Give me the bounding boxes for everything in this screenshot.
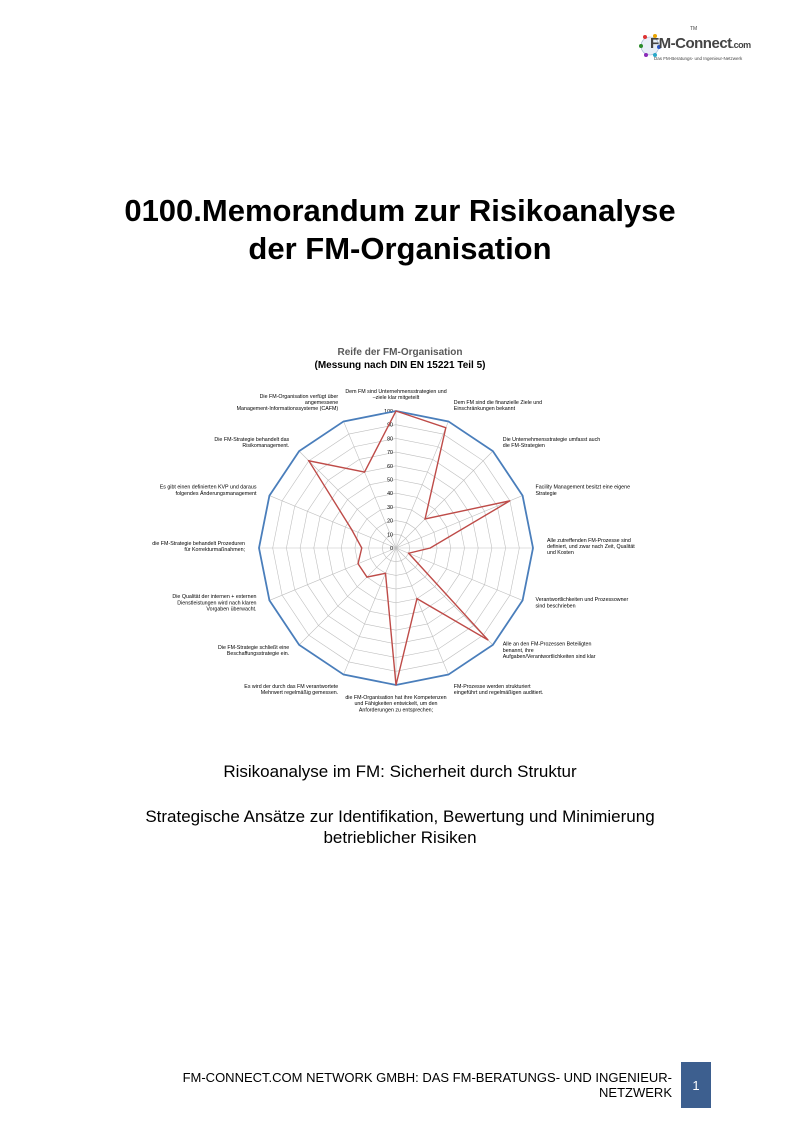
page-number: 1 [681, 1062, 711, 1108]
category-label: Facility Management besitzt eine eigene Strategie [535, 484, 631, 497]
tick-label: 100 [384, 409, 393, 415]
data-point [395, 684, 396, 685]
data-point [448, 674, 449, 675]
data-point [351, 529, 352, 530]
axis-spoke [269, 496, 396, 548]
tick-label: 10 [387, 532, 393, 539]
axis-spoke [344, 548, 396, 675]
data-point [385, 573, 386, 574]
tick-label: 30 [387, 504, 393, 511]
category-label: Dem FM sind Unternehmensstrategien und –ziele klar mitgeteilt [345, 388, 447, 401]
chart-subtitle: (Messung nach DIN EN 15221 Teil 5) [314, 360, 486, 371]
page-footer [60, 1070, 672, 1100]
data-point [357, 563, 358, 564]
tick-label: 80 [387, 436, 393, 443]
subtitle-primary: Risikoanalyse im FM: Sicherheit durch Struktur [223, 762, 577, 781]
data-point [492, 451, 493, 452]
category-label: Die FM-Organisation verfügt über angemessene Management-Informationssysteme (CAFM) [236, 393, 339, 413]
category-label: Alle zutreffenden FM-Prozesse sind definiert, und zwar nach Zeit, Qualität und Kosten [547, 537, 635, 557]
category-label: Dem FM sind die finanzielle Ziele und Einschränkungen bekannt [453, 399, 543, 413]
category-label: Es gibt einen definierten KVP und daraus folgendes Änderungsmanagement [159, 484, 257, 497]
data-point [343, 674, 344, 675]
axis-spoke [396, 548, 523, 600]
data-point [343, 421, 344, 422]
document-title-line2: der FM-Organisation [248, 231, 552, 266]
tick-label: 90 [387, 422, 393, 429]
axis-spoke [396, 451, 493, 548]
category-label: FM-Prozesse werden strukturiert eingeführt und regelmäßigen auditiert. [453, 683, 544, 697]
subtitle-secondary [0, 806, 800, 848]
data-point [448, 421, 449, 422]
chart-title: Reife der FM-Organisation [337, 347, 463, 358]
category-label: die FM-Organisation hat ihre Kompetenzen und Fähigkeiten entwickelt, um den Anforderungen zu entsprechen; [345, 695, 447, 714]
data-point [408, 553, 409, 554]
axis-spoke [299, 548, 396, 645]
footer-line1: FM-CONNECT.COM NETWORK GMBH: DAS FM-BERATUNGS- UND INGENIEUR- [182, 1070, 672, 1085]
tick-label: 40 [387, 491, 393, 498]
category-label: die FM-Strategie behandelt Prozeduren für Korrekturmaßnahmen; [152, 540, 245, 554]
data-point [269, 495, 270, 496]
data-point [308, 460, 309, 461]
subtitle-secondary-line1: Strategische Ansätze zur Identifikation, Bewertung und Minimierung [145, 807, 655, 826]
data-point [492, 644, 493, 645]
data-point [361, 547, 362, 548]
data-point [299, 451, 300, 452]
data-point [522, 495, 523, 496]
data-point [424, 518, 425, 519]
tick-label: 50 [387, 477, 393, 484]
logo-wordmark: FM-Connect.com [650, 35, 751, 52]
data-point [509, 500, 510, 501]
tick-label: 60 [387, 463, 393, 470]
axis-spoke [396, 496, 523, 548]
category-label: Es wird der durch das FM verantwortete Mehrwert regelmäßig gemessen. [244, 683, 339, 697]
category-label: Verantwortlichkeiten und Prozessowner sind beschrieben [535, 597, 629, 610]
subtitle-secondary-line2: betrieblicher Risiken [323, 828, 477, 847]
data-point [416, 598, 417, 599]
axis-spoke [269, 548, 396, 600]
logo-trademark: TM [690, 26, 698, 32]
axis-spoke [299, 451, 396, 548]
axis-spoke [396, 548, 448, 675]
data-point [487, 639, 488, 640]
data-point [258, 547, 259, 548]
axis-spoke [396, 421, 448, 548]
category-label: Die FM-Strategie schließt eine Beschaffungsstrategie ein. [217, 644, 290, 658]
tick-label: 70 [387, 450, 393, 457]
category-label: Die Unternehmensstrategie umfasst auch die FM-Strategien [502, 436, 601, 450]
tick-label: 0 [390, 546, 393, 552]
data-point [522, 600, 523, 601]
document-title-line1: 0100.Memorandum zur Risikoanalyse [124, 193, 676, 228]
data-point [269, 600, 270, 601]
data-point [299, 644, 300, 645]
data-point [445, 427, 446, 428]
category-label: Die FM-Strategie behandelt das Risikomanagement. [214, 436, 290, 450]
tick-label: 20 [387, 518, 393, 525]
radar-chart [150, 385, 650, 725]
data-point [395, 410, 396, 411]
logo-tagline: Das FM-Beratungs- und Ingenieur-Netzwerk [654, 56, 743, 61]
data-point [430, 547, 431, 548]
document-title [0, 192, 800, 268]
data-point [532, 547, 533, 548]
category-label: Die Qualität der internen + externen Dienstleistungen wird nach klaren Vorgaben überwacht. [172, 594, 257, 613]
data-point [366, 576, 367, 577]
data-point [364, 471, 365, 472]
category-label: Alle an den FM-Prozessen Beteiligten benannt, ihre Aufgaben/Verantwortlichkeiten sind klar [502, 641, 596, 661]
footer-line2: NETZWERK [599, 1085, 672, 1100]
